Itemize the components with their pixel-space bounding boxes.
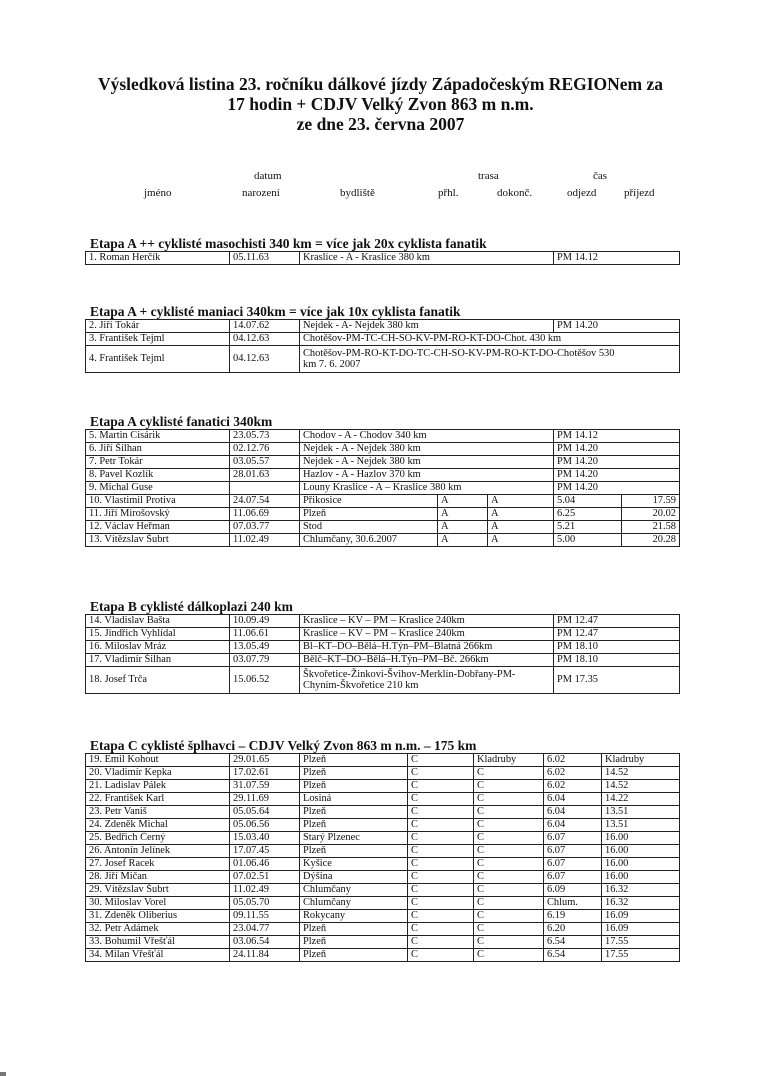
table-row xyxy=(86,615,680,628)
cell-name: 33. Bohumil Vřešťál xyxy=(86,936,230,949)
cell-time: PM 12.47 xyxy=(554,628,680,641)
cell-odjezd: 6.07 xyxy=(544,871,602,884)
table-row xyxy=(86,923,680,936)
cell-date: 07.03.77 xyxy=(230,521,300,534)
cell-place: Plzeň xyxy=(300,923,408,936)
cell-time: PM 18.10 xyxy=(554,641,680,654)
cell-route: Louny Kraslice - A – Kraslice 380 km xyxy=(300,482,554,495)
title-line-1: Výsledková listina 23. ročníku dálkové jízdy Západočeským REGIONem za xyxy=(97,74,664,94)
cell-place: Chlumčany xyxy=(300,884,408,897)
header-bydliste: bydliště xyxy=(340,187,375,199)
cell-date: 17.07.45 xyxy=(230,845,300,858)
cell-time: PM 14.12 xyxy=(554,430,680,443)
cell-name: 5. Martin Cisárik xyxy=(86,430,230,443)
cell-name: 28. Jiří Mičan xyxy=(86,871,230,884)
cell-date: 29.01.65 xyxy=(230,754,300,767)
cell-date: 05.06.56 xyxy=(230,819,300,832)
table-row xyxy=(86,654,680,667)
cell-date: 03.06.54 xyxy=(230,936,300,949)
cell-route: Hazlov - A - Hazlov 370 km xyxy=(300,469,554,482)
cell-prijezd: 14.52 xyxy=(602,780,680,793)
cell-dokonc: C xyxy=(474,767,544,780)
cell-prijezd: 21.58 xyxy=(622,521,680,534)
section-title-etapa-a: Etapa A cyklisté fanatici 340km xyxy=(90,414,273,429)
table-row xyxy=(86,845,680,858)
cell-time: PM 14.20 xyxy=(554,482,680,495)
cell-place: Chlumčany xyxy=(300,897,408,910)
cell-place: Starý Plzenec xyxy=(300,832,408,845)
cell-name: 11. Jiří Mirošovský xyxy=(86,508,230,521)
cell-time: PM 14.20 xyxy=(554,456,680,469)
cell-time: PM 17.35 xyxy=(554,667,680,694)
cell-dokonc: C xyxy=(474,936,544,949)
cell-place: Plzeň xyxy=(300,767,408,780)
cell-odjezd: 6.02 xyxy=(544,754,602,767)
table-row xyxy=(86,754,680,767)
cell-dokonc: C xyxy=(474,884,544,897)
cell-prhl: C xyxy=(408,819,474,832)
cell-date: 07.02.51 xyxy=(230,871,300,884)
cell-dokonc: Kladruby xyxy=(474,754,544,767)
cell-prijezd: 16.00 xyxy=(602,845,680,858)
cell-route: Nejdek - A- Nejdek 380 km xyxy=(300,320,554,333)
table-row xyxy=(86,832,680,845)
cell-date: 03.05.57 xyxy=(230,456,300,469)
cell-date: 24.11.84 xyxy=(230,949,300,962)
cell-prhl: A xyxy=(438,521,488,534)
cell-date: 05.05.64 xyxy=(230,806,300,819)
cell-name: 8. Pavel Kozlík xyxy=(86,469,230,482)
cell-date: 15.06.52 xyxy=(230,667,300,694)
cell-prhl: C xyxy=(408,949,474,962)
cell-odjezd: 5.00 xyxy=(554,534,622,547)
table-row xyxy=(86,767,680,780)
results-table-etapa-a-plus xyxy=(85,319,680,373)
table-row xyxy=(86,884,680,897)
header-datum: datum xyxy=(254,170,282,182)
results-table-etapa-b xyxy=(85,614,680,694)
cell-time: PM 14.12 xyxy=(554,252,680,265)
cell-name: 29. Vítězslav Šubrt xyxy=(86,884,230,897)
cell-place: Dýšina xyxy=(300,871,408,884)
cell-odjezd: 5.04 xyxy=(554,495,622,508)
cell-time: PM 14.20 xyxy=(554,443,680,456)
cell-dokonc: C xyxy=(474,910,544,923)
cell-date: 11.06.69 xyxy=(230,508,300,521)
cell-name: 30. Miloslav Vorel xyxy=(86,897,230,910)
table-row xyxy=(86,858,680,871)
cell-dokonc: C xyxy=(474,897,544,910)
section-title-etapa-a-plus: Etapa A + cyklisté maniaci 340km = více jak 10x cyklista fanatik xyxy=(90,304,461,319)
table-row xyxy=(86,871,680,884)
cell-date xyxy=(230,482,300,495)
cell-dokonc: C xyxy=(474,871,544,884)
cell-name: 7. Petr Tokár xyxy=(86,456,230,469)
section-title-etapa-a-plus-plus: Etapa A ++ cyklisté masochisti 340 km = více jak 20x cyklista fanatik xyxy=(90,236,487,251)
cell-prhl: C xyxy=(408,910,474,923)
cell-date: 03.07.79 xyxy=(230,654,300,667)
cell-prhl: C xyxy=(408,767,474,780)
cell-date: 17.02.61 xyxy=(230,767,300,780)
cell-date: 05.11.63 xyxy=(230,252,300,265)
cell-name: 18. Josef Trča xyxy=(86,667,230,694)
cell-prijezd: 16.09 xyxy=(602,923,680,936)
cell-prhl: C xyxy=(408,832,474,845)
cell-prhl: C xyxy=(408,884,474,897)
cell-date: 11.06.61 xyxy=(230,628,300,641)
cell-prhl: C xyxy=(408,871,474,884)
cell-date: 11.02.49 xyxy=(230,884,300,897)
cell-odjezd: 6.54 xyxy=(544,936,602,949)
cell-name: 2. Jiří Tokár xyxy=(86,320,230,333)
cell-date: 13.05.49 xyxy=(230,641,300,654)
cell-route: Chotěšov-PM-RO-KT-DO-TC-CH-SO-KV-PM-RO-KT-DO-Chotěšov 530 km 7. 6. 2007 xyxy=(300,346,680,373)
table-row xyxy=(86,430,680,443)
table-row xyxy=(86,456,680,469)
cell-prhl: A xyxy=(438,534,488,547)
table-row xyxy=(86,521,680,534)
cell-date: 10.09.49 xyxy=(230,615,300,628)
cell-prijezd: 16.32 xyxy=(602,884,680,897)
table-row xyxy=(86,443,680,456)
cell-dokonc: C xyxy=(474,780,544,793)
cell-prijezd: 14.22 xyxy=(602,793,680,806)
cell-dokonc: C xyxy=(474,949,544,962)
cell-name: 15. Jindřich Vyhlídal xyxy=(86,628,230,641)
table-row xyxy=(86,469,680,482)
cell-place: Plzeň xyxy=(300,754,408,767)
cell-odjezd: 6.04 xyxy=(544,819,602,832)
cell-prijezd: 16.00 xyxy=(602,832,680,845)
cell-date: 01.06.46 xyxy=(230,858,300,871)
header-jmeno: jméno xyxy=(144,187,172,199)
cell-date: 04.12.63 xyxy=(230,333,300,346)
cell-odjezd: Chlum. xyxy=(544,897,602,910)
cell-date: 02.12.76 xyxy=(230,443,300,456)
title-line-2: 17 hodin + CDJV Velký Zvon 863 m n.m. xyxy=(227,94,534,114)
table-row xyxy=(86,346,680,373)
table-row xyxy=(86,482,680,495)
cell-prijezd: 16.32 xyxy=(602,897,680,910)
cell-prijezd: 16.09 xyxy=(602,910,680,923)
cell-dokonc: A xyxy=(488,508,554,521)
cell-odjezd: 6.07 xyxy=(544,858,602,871)
cell-prijezd: 20.02 xyxy=(622,508,680,521)
cell-odjezd: 6.20 xyxy=(544,923,602,936)
cell-place: Přikosice xyxy=(300,495,438,508)
cell-name: 13. Vítězslav Šubrt xyxy=(86,534,230,547)
cell-name: 14. Vladislav Bašta xyxy=(86,615,230,628)
section-title-etapa-b: Etapa B cyklisté dálkoplazi 240 km xyxy=(90,599,293,614)
cell-odjezd: 6.25 xyxy=(554,508,622,521)
cell-place: Plzeň xyxy=(300,949,408,962)
results-table-etapa-a xyxy=(85,429,680,547)
cell-name: 21. Ladislav Pálek xyxy=(86,780,230,793)
scan-mark xyxy=(0,1072,6,1076)
table-row xyxy=(86,495,680,508)
cell-prhl: C xyxy=(408,845,474,858)
cell-time: PM 18.10 xyxy=(554,654,680,667)
cell-route: Nejdek - A - Nejdek 380 km xyxy=(300,456,554,469)
cell-date: 09.11.55 xyxy=(230,910,300,923)
cell-prhl: C xyxy=(408,754,474,767)
cell-name: 16. Miloslav Mráz xyxy=(86,641,230,654)
cell-date: 11.02.49 xyxy=(230,534,300,547)
cell-name: 23. Petr Vaniš xyxy=(86,806,230,819)
cell-name: 12. Václav Heřman xyxy=(86,521,230,534)
cell-place: Stod xyxy=(300,521,438,534)
table-row xyxy=(86,806,680,819)
cell-prhl: C xyxy=(408,780,474,793)
table-row xyxy=(86,949,680,962)
cell-dokonc: C xyxy=(474,858,544,871)
cell-dokonc: A xyxy=(488,534,554,547)
cell-name: 25. Bedřich Černý xyxy=(86,832,230,845)
header-prijezd: příjezd xyxy=(624,187,655,199)
cell-name: 20. Vladimír Kepka xyxy=(86,767,230,780)
cell-date: 31.07.59 xyxy=(230,780,300,793)
header-narozeni: narození xyxy=(242,187,280,199)
cell-prhl: C xyxy=(408,793,474,806)
table-row xyxy=(86,897,680,910)
cell-date: 04.12.63 xyxy=(230,346,300,373)
table-row xyxy=(86,667,680,694)
cell-name: 31. Zdeněk Oliberius xyxy=(86,910,230,923)
cell-place: Kyšice xyxy=(300,858,408,871)
cell-route: Bělč–KT–DO–Bělá–H.Týn–PM–Bč. 266km xyxy=(300,654,554,667)
header-prhl: přhl. xyxy=(438,187,459,199)
cell-odjezd: 6.04 xyxy=(544,793,602,806)
cell-dokonc: C xyxy=(474,845,544,858)
cell-odjezd: 6.09 xyxy=(544,884,602,897)
cell-prhl: C xyxy=(408,806,474,819)
cell-route: Nejdek - A - Nejdek 380 km xyxy=(300,443,554,456)
cell-name: 1. Roman Herčík xyxy=(86,252,230,265)
cell-prhl: C xyxy=(408,923,474,936)
cell-place: Plzeň xyxy=(300,936,408,949)
table-row xyxy=(86,320,680,333)
cell-odjezd: 6.54 xyxy=(544,949,602,962)
cell-name: 10. Vlastimil Protiva xyxy=(86,495,230,508)
header-trasa: trasa xyxy=(478,170,499,182)
cell-place: Rokycany xyxy=(300,910,408,923)
cell-place: Plzeň xyxy=(300,819,408,832)
table-row xyxy=(86,780,680,793)
table-row xyxy=(86,628,680,641)
cell-date: 24.07.54 xyxy=(230,495,300,508)
header-cas: čas xyxy=(593,170,608,182)
cell-prhl: C xyxy=(408,858,474,871)
cell-prhl: A xyxy=(438,495,488,508)
cell-name: 3. František Tejml xyxy=(86,333,230,346)
title-line-3: ze dne 23. června 2007 xyxy=(296,114,465,134)
table-row xyxy=(86,793,680,806)
cell-date: 23.05.73 xyxy=(230,430,300,443)
table-row xyxy=(86,333,680,346)
cell-odjezd: 6.02 xyxy=(544,767,602,780)
cell-route: Kraslice – KV – PM – Kraslice 240km xyxy=(300,628,554,641)
table-row xyxy=(86,936,680,949)
cell-prhl: A xyxy=(438,508,488,521)
cell-name: 6. Jiří Šilhan xyxy=(86,443,230,456)
header-odjezd: odjezd xyxy=(567,187,597,199)
cell-time: PM 12.47 xyxy=(554,615,680,628)
cell-prijezd: Kladruby xyxy=(602,754,680,767)
cell-date: 15.03.40 xyxy=(230,832,300,845)
cell-place: Plzeň xyxy=(300,845,408,858)
cell-prhl: C xyxy=(408,897,474,910)
cell-time: PM 14.20 xyxy=(554,469,680,482)
cell-name: 27. Josef Racek xyxy=(86,858,230,871)
cell-name: 22. František Karl xyxy=(86,793,230,806)
cell-name: 26. Antonín Jelínek xyxy=(86,845,230,858)
cell-name: 32. Petr Adámek xyxy=(86,923,230,936)
cell-place: Plzeň xyxy=(300,508,438,521)
cell-time: PM 14.20 xyxy=(554,320,680,333)
cell-dokonc: A xyxy=(488,521,554,534)
cell-dokonc: C xyxy=(474,793,544,806)
cell-dokonc: C xyxy=(474,806,544,819)
section-title-etapa-c: Etapa C cyklisté šplhavci – CDJV Velký Zvon 863 m n.m. – 175 km xyxy=(90,738,477,753)
cell-prijezd: 20.28 xyxy=(622,534,680,547)
cell-date: 14.07.62 xyxy=(230,320,300,333)
cell-dokonc: C xyxy=(474,923,544,936)
cell-prijezd: 16.00 xyxy=(602,858,680,871)
results-table-etapa-c xyxy=(85,753,680,962)
table-row xyxy=(86,641,680,654)
cell-dokonc: A xyxy=(488,495,554,508)
cell-route: Bl–KT–DO–Bělá–H.Týn–PM–Blatná 266km xyxy=(300,641,554,654)
cell-prijezd: 13.51 xyxy=(602,819,680,832)
document-title xyxy=(0,74,761,134)
table-row xyxy=(86,252,680,265)
cell-date: 29.11.69 xyxy=(230,793,300,806)
cell-dokonc: C xyxy=(474,832,544,845)
cell-prijezd: 14.52 xyxy=(602,767,680,780)
cell-name: 4. František Tejml xyxy=(86,346,230,373)
cell-odjezd: 6.07 xyxy=(544,832,602,845)
header-dokonc: dokonč. xyxy=(497,187,533,199)
table-row xyxy=(86,508,680,521)
cell-odjezd: 6.04 xyxy=(544,806,602,819)
cell-route: Chotěšov-PM-TC-CH-SO-KV-PM-RO-KT-DO-Chot. 430 km xyxy=(300,333,680,346)
cell-prijezd: 16.00 xyxy=(602,871,680,884)
cell-odjezd: 5.21 xyxy=(554,521,622,534)
cell-dokonc: C xyxy=(474,819,544,832)
cell-name: 9. Michal Guse xyxy=(86,482,230,495)
cell-route: Kraslice – KV – PM – Kraslice 240km xyxy=(300,615,554,628)
table-row xyxy=(86,819,680,832)
cell-prijezd: 13.51 xyxy=(602,806,680,819)
cell-place: Losiná xyxy=(300,793,408,806)
table-row xyxy=(86,910,680,923)
cell-name: 34. Milan Vřešťál xyxy=(86,949,230,962)
cell-prijezd: 17.55 xyxy=(602,949,680,962)
cell-prhl: C xyxy=(408,936,474,949)
results-table-etapa-a-plus-plus xyxy=(85,251,680,265)
cell-route: Škvořetice-Žinkovi-Švihov-Merklín-Dobřany-PM-Chyním-Škvořetice 210 km xyxy=(300,667,554,694)
table-row xyxy=(86,534,680,547)
cell-place: Plzeň xyxy=(300,806,408,819)
cell-date: 23.04.77 xyxy=(230,923,300,936)
cell-place: Plzeň xyxy=(300,780,408,793)
cell-odjezd: 6.02 xyxy=(544,780,602,793)
cell-place: Chlumčany, 30.6.2007 xyxy=(300,534,438,547)
cell-prijezd: 17.55 xyxy=(602,936,680,949)
cell-odjezd: 6.19 xyxy=(544,910,602,923)
cell-date: 05.05.70 xyxy=(230,897,300,910)
cell-name: 19. Emil Kohout xyxy=(86,754,230,767)
cell-name: 24. Zdeněk Michal xyxy=(86,819,230,832)
cell-route: Kraslice - A - Kraslice 380 km xyxy=(300,252,554,265)
cell-name: 17. Vladimír Šilhan xyxy=(86,654,230,667)
cell-route: Chodov - A - Chodov 340 km xyxy=(300,430,554,443)
cell-prijezd: 17.59 xyxy=(622,495,680,508)
cell-date: 28.01.63 xyxy=(230,469,300,482)
cell-odjezd: 6.07 xyxy=(544,845,602,858)
